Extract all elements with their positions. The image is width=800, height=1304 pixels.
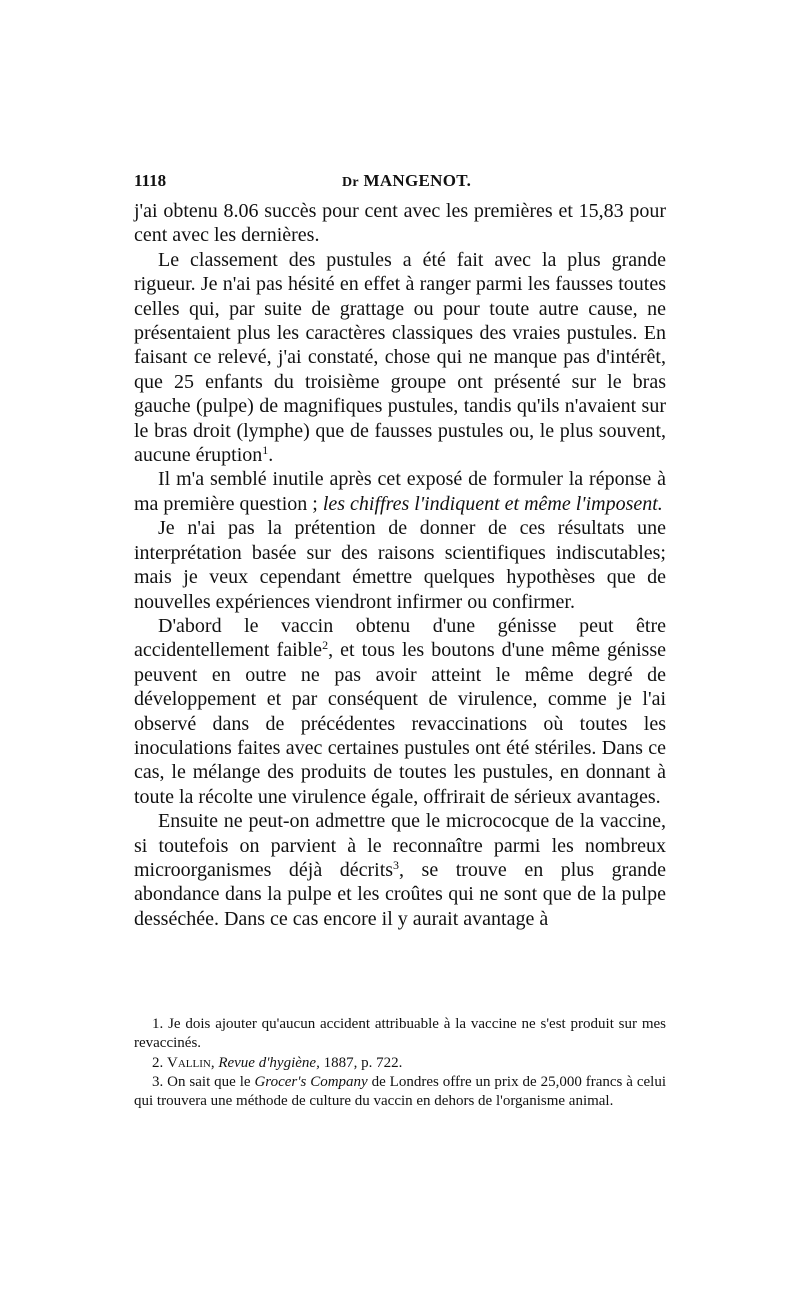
author-surname: MANGENOT. xyxy=(363,171,472,190)
running-header xyxy=(134,171,666,195)
paragraph-5: D'abord le vaccin obtenu d'une génisse peut être accidentellement faible$^2$, et tous les boutons d'une même génisse peuvent en outre ne pas avoir atteint le même degré de développement et par conséquent de virulence, comme je l'ai observé dans de précédentes revaccinations où toutes les inoculations faites avec certaines pustules ont été stériles. Dans ce cas, le mélange des produits de toutes les pustules, en donnant à toute la récolte une virulence égale, offrirait de sérieux avantages. xyxy=(134,614,666,808)
footnote-author: Vallin, xyxy=(167,1054,215,1071)
author-prefix: Dr xyxy=(342,175,359,190)
footnote-ref-3[interactable]: 3 xyxy=(393,857,400,872)
footnote-company-name: Grocer's Company xyxy=(254,1073,368,1090)
paragraph-4: Je n'ai pas la prétention de donner de ces résultats une interprétation basée sur des raisons scientifiques indiscutables; mais je veux cependant émettre quelques hypothèses que de nouvelles expériences viendront infirmer ou confirmer. xyxy=(134,517,666,613)
paragraph-2: Le classement des pustules a été fait avec la plus grande rigueur. Je n'ai pas hésité en effet à ranger parmi les fausses toutes celles qui, par suite de grattage ou pour toute autre cause, ne présentaient plus les caractères classiques des vraies pustules. En faisant ce relevé, j'ai constaté, chose qui ne manque pas d'intérêt, que 25 enfants du troisième groupe ont présenté sur le bras gauche (pulpe) de magnifiques pustules, tandis qu'ils n'avaient sur le bras droit (lymphe) que de fausses pustules ou, le plus souvent, aucune éruption$^1$. xyxy=(134,248,666,467)
footnote-ref-2[interactable]: 2 xyxy=(322,638,329,653)
body-text xyxy=(134,199,666,931)
paragraph-1: j'ai obtenu 8.06 succès pour cent avec les premières et 15,83 pour cent avec les dernières. xyxy=(134,200,666,247)
paragraph-3: Il m'a semblé inutile après cet exposé de formuler la réponse à ma première question ; les chiffres l'indiquent et même l'imposent. xyxy=(134,468,666,515)
paragraph-6: Ensuite ne peut-on admettre que le micrococque de la vaccine, si toutefois on parvient à le reconnaître parmi les nombreux microorganismes déjà décrits$^3$, se trouve en plus grande abondance dans la pulpe et les croûtes qui ne sont que de la pulpe desséchée. Dans ce cas encore il y aurait avantage à xyxy=(134,810,666,930)
footnote-1: 1. Je dois ajouter qu'aucun accident attribuable à la vaccine ne s'est produit sur mes revaccinés. xyxy=(134,1016,666,1052)
footnote-3: 3. On sait que le Grocer's Company de Londres offre un prix de 25,000 francs à celui qui trouvera une méthode de culture du vaccin en dehors de l'organisme animal. xyxy=(134,1073,667,1110)
footnote-2: 2. Vallin, Revue d'hygiène, 1887, p. 722. xyxy=(152,1054,403,1071)
italic-phrase: les chiffres l'indiquent et même l'imposent. xyxy=(322,492,663,515)
author-name xyxy=(342,171,471,191)
page-number: 1118 xyxy=(134,171,167,190)
footnote-ref-1[interactable]: 1 xyxy=(262,443,269,458)
footnote-journal-title: Revue d'hygiène, xyxy=(218,1054,320,1071)
footnotes xyxy=(134,1015,666,1111)
